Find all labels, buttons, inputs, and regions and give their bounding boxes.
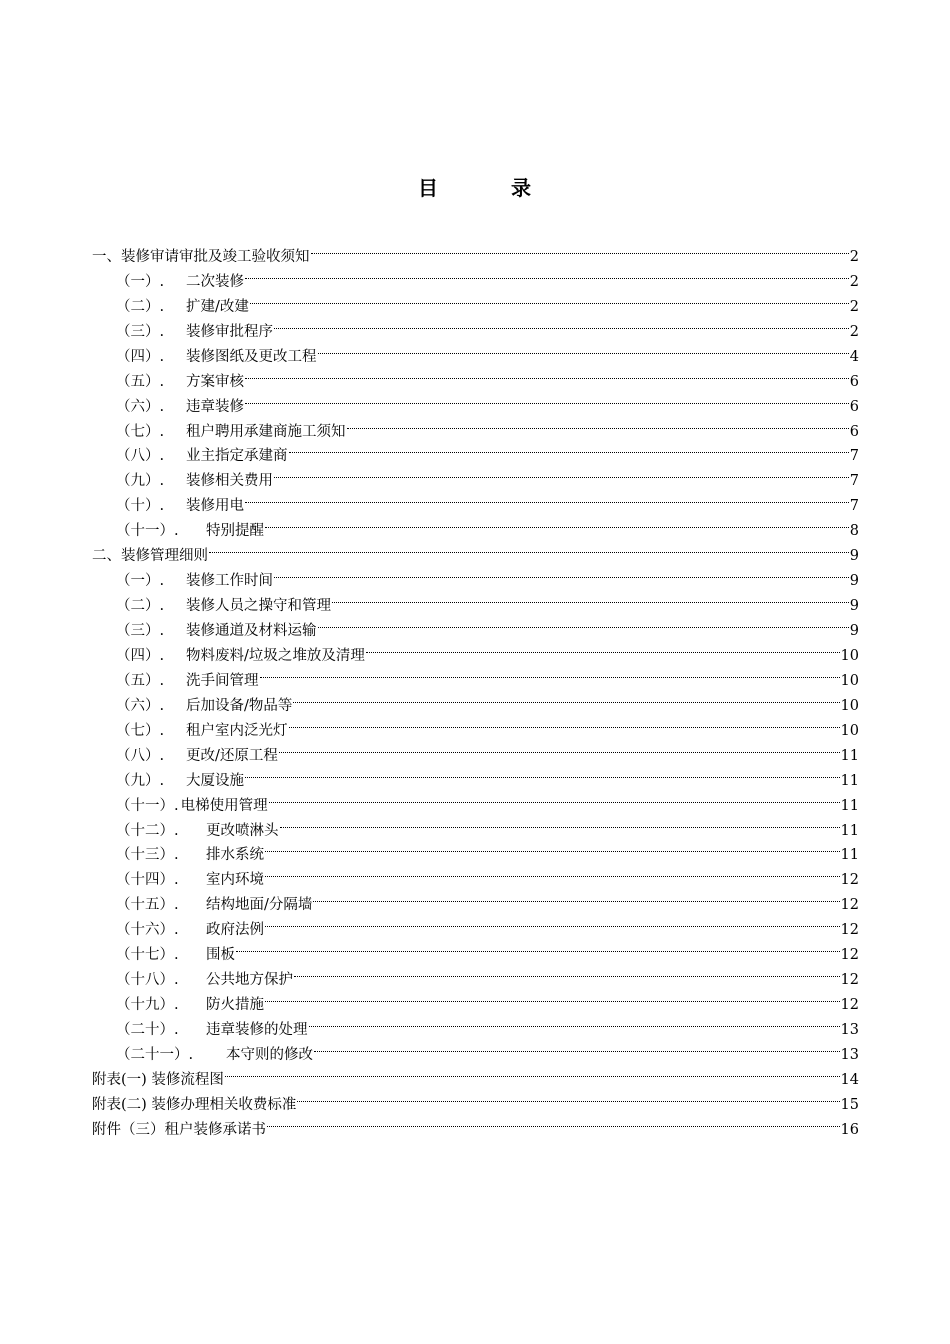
toc-dot-leader [313,884,839,909]
toc-dot-leader [245,760,840,785]
toc-entry-title: 本守则的修改 [226,1046,313,1063]
toc-entry-number: （十）. [116,498,165,515]
toc-dot-leader [332,585,849,610]
toc-entry-title: 物料废料/垃圾之堆放及清理 [186,647,365,664]
toc-entry-title: 装修相关费用 [186,473,273,490]
toc-entry-page-number: 2 [849,323,859,340]
toc-entry-title: 附表(一) 装修流程图 [92,1071,224,1088]
toc-entry-title: 大厦设施 [186,772,244,789]
toc-entry-title: 装修通道及材料运输 [186,623,317,639]
toc-entry-number: （九）. [116,772,165,789]
toc-entry-number: （十五）. [116,897,179,914]
toc-dot-leader [250,286,849,311]
toc-entry-number: （十四）. [116,872,179,889]
toc-entry-number: （十八）. [116,972,179,989]
toc-entry-page-number: 9 [849,598,859,615]
toc-entry-page-number: 2 [849,298,859,315]
toc-entry-title: 更改喷淋头 [206,822,279,839]
toc-entry-number: （十一）. [116,523,179,540]
toc-dot-leader [265,510,849,535]
toc-entry-number: （六）. [116,697,165,714]
toc-dot-leader [279,735,840,760]
toc-title-char-2: 录 [511,176,532,200]
toc-entry-page-number: 11 [840,772,859,789]
toc-entry-number: （一）. [116,573,165,590]
toc-entry-title: 扩建/改建 [186,298,249,315]
toc-entry-page-number: 12 [840,947,859,964]
toc-dot-leader [245,386,849,411]
toc-entry-page-number: 10 [840,647,859,664]
toc-dot-leader [289,710,840,735]
toc-dot-leader [293,685,839,710]
toc-entry-title: 租户聘用承建商施工须知 [186,423,346,440]
toc-entry-page-number: 12 [840,897,859,914]
toc-entry-number: （十二）. [116,822,179,839]
toc-entry-title: 附件（三）租户装修承诺书 [92,1121,266,1138]
toc-entry-title: 更改/还原工程 [186,747,278,764]
toc-entry-page-number: 10 [840,672,859,689]
toc-entry-number: （十九）. [116,997,179,1014]
toc-entry-title: 装修用电 [186,498,244,515]
toc-dot-leader [267,1109,840,1134]
table-of-contents [92,236,859,1138]
toc-entry-title: 洗手间管理 [186,672,259,689]
toc-entry-number: （三）. [116,623,165,639]
toc-dot-leader [236,934,840,959]
toc-entry-page-number: 11 [840,797,859,814]
toc-entry-page-number: 7 [849,498,859,515]
toc-entry-number: （一）. [116,273,165,290]
toc-dot-leader [265,984,840,1009]
toc-entry-page-number: 11 [840,847,859,864]
toc-entry-page-number: 15 [840,1096,859,1113]
toc-dot-leader [366,635,840,660]
toc-dot-leader [274,560,849,585]
toc-entry[interactable] [92,236,859,265]
toc-entry-page-number: 9 [849,573,859,590]
toc-entry-number: （十七）. [116,947,179,964]
toc-entry-title: 方案审核 [186,373,244,390]
toc-entry-page-number: 7 [849,473,859,490]
toc-entry-number: （七）. [116,722,165,739]
toc-entry-title: 业主指定承建商 [186,448,288,465]
toc-entry-number: （五）. [116,672,165,689]
toc-entry-title: 二次装修 [186,273,244,290]
toc-entry-title: 违章装修的处理 [206,1022,308,1038]
toc-entry-number: （二十）. [116,1022,179,1038]
toc-entry-page-number: 16 [840,1121,859,1138]
toc-entry-title: 防火措施 [206,997,264,1014]
toc-entry-title: 排水系统 [206,847,264,864]
toc-entry-number: （十三）. [116,847,179,864]
toc-entry-page-number: 6 [849,423,859,440]
toc-entry-number: （十一）. [116,797,179,814]
toc-dot-leader [265,909,840,934]
toc-dot-leader [314,1034,840,1059]
toc-entry-title: 公共地方保护 [206,972,293,989]
toc-entry-page-number: 10 [840,722,859,739]
toc-entry-title: 电梯使用管理 [180,797,268,814]
toc-entry-title: 装修审批程序 [186,323,273,340]
toc-dot-leader [318,610,849,635]
toc-entry-number: （八）. [116,747,165,764]
toc-entry-title: 装修人员之操守和管理 [186,598,331,615]
toc-entry-page-number: 10 [840,697,859,714]
toc-title [0,172,950,201]
toc-entry-page-number: 12 [840,972,859,989]
toc-dot-leader [274,311,849,336]
toc-dot-leader [260,660,840,685]
toc-entry-number: （十六）. [116,922,179,939]
toc-entry-page-number: 12 [840,997,859,1014]
toc-dot-leader [245,485,849,510]
toc-dot-leader [245,361,849,386]
toc-entry-title: 装修工作时间 [186,573,273,590]
toc-entry-number: （四）. [116,647,165,664]
toc-entry-number: （九）. [116,473,165,490]
toc-entry-title: 二、装修管理细则 [92,548,208,565]
toc-dot-leader [289,436,849,461]
toc-dot-leader [318,336,849,361]
toc-dot-leader [294,959,840,984]
toc-dot-leader [297,1084,839,1109]
toc-entry-title: 政府法例 [206,922,264,939]
toc-entry-number: （二）. [116,298,165,315]
toc-entry-title: 围板 [206,947,235,964]
toc-entry-page-number: 6 [849,373,859,390]
toc-title-char-1: 目 [418,176,439,200]
toc-entry-page-number: 13 [840,1046,859,1063]
toc-dot-leader [347,411,849,436]
toc-entry-page-number: 11 [840,747,859,764]
toc-entry-page-number: 2 [849,248,859,265]
toc-entry-title: 租户室内泛光灯 [186,722,288,739]
toc-entry-title: 特别提醒 [206,523,264,540]
toc-entry-page-number: 9 [849,548,859,565]
toc-entry-title: 附表(二) 装修办理相关收费标准 [92,1096,297,1113]
toc-entry-title: 室内环境 [206,872,264,889]
toc-entry-number: （四）. [116,348,165,365]
toc-dot-leader [225,1059,840,1084]
toc-entry-title: 后加设备/物品等 [186,697,293,714]
toc-entry-page-number: 13 [840,1022,859,1038]
toc-dot-leader [245,261,849,286]
toc-entry-title: 一、装修审请审批及竣工验收须知 [92,248,310,265]
toc-entry-page-number: 12 [840,922,859,939]
toc-entry-number: （五）. [116,373,165,390]
toc-dot-leader [311,236,849,261]
toc-entry-number: （三）. [116,323,165,340]
toc-entry-page-number: 14 [840,1071,859,1088]
toc-entry-title: 违章装修 [186,398,244,415]
toc-dot-leader [265,859,840,884]
toc-entry-title: 结构地面/分隔墙 [206,897,313,914]
toc-dot-leader [209,535,849,560]
toc-dot-leader [269,785,840,810]
toc-entry-number: （八）. [116,448,165,465]
toc-entry-page-number: 4 [849,348,859,365]
toc-entry-number: （二）. [116,598,165,615]
toc-dot-leader [309,1009,840,1034]
toc-entry-page-number: 11 [840,822,859,839]
toc-entry-number: （六）. [116,398,165,415]
toc-dot-leader [280,810,840,835]
toc-dot-leader [265,835,840,860]
toc-entry-page-number: 8 [849,523,859,540]
toc-entry-title: 装修图纸及更改工程 [186,348,317,365]
toc-dot-leader [274,460,849,485]
toc-entry-number: （七）. [116,423,165,440]
toc-entry-page-number: 12 [840,872,859,889]
toc-entry-page-number: 9 [849,623,859,639]
toc-entry-page-number: 7 [849,448,859,465]
toc-entry-page-number: 6 [849,398,859,415]
toc-entry-page-number: 2 [849,273,859,290]
toc-entry-number: （二十一）. [116,1046,194,1063]
